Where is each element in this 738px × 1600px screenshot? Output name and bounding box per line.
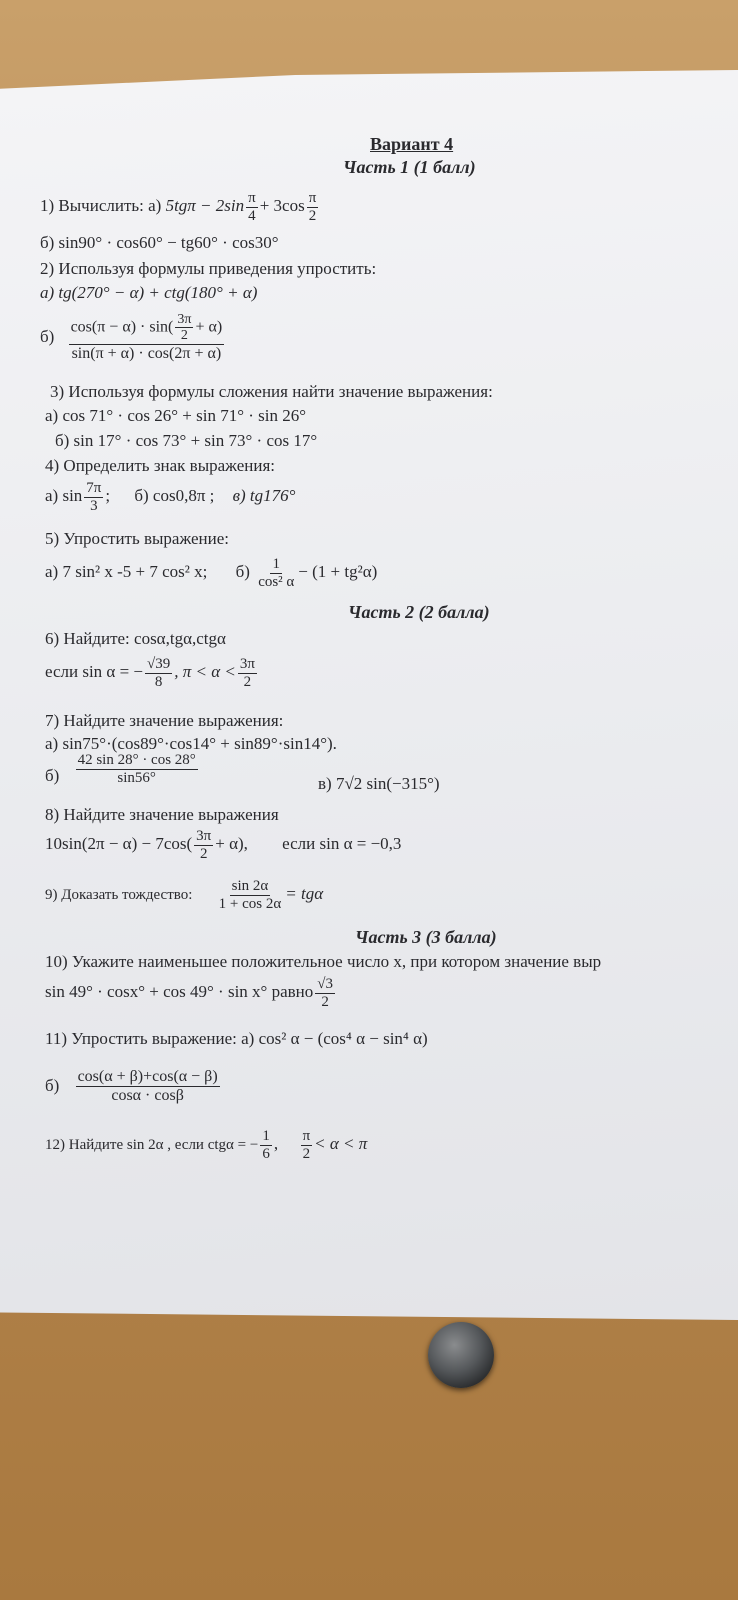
task-7a: а) sin75°·(cos89°·cos14° + sin89°·sin14°). <box>45 734 337 753</box>
task-10-expr: sin 49° · cosx° + cos 49° · sin x° равно $\frac{√3}{2}$ <box>45 976 334 1010</box>
task-2a: а) tg(270° − α) + ctg(180° + α) <box>40 283 258 302</box>
task-6: 6) Найдите: cosα,tgα,ctgα <box>45 629 226 648</box>
part2-title: Часть 2 (2 балла) <box>348 602 490 622</box>
variant-title: Вариант 4 <box>370 134 454 154</box>
task-4abc: а) sin $\frac{7\pi}{3}$ ; б) cos0,8π ; в) tg176° <box>45 480 296 514</box>
task-4: 4) Определить знак выражения: <box>45 456 275 475</box>
task-11: 11) Упростить выражение: а) cos² α − (cos⁴ α − sin⁴ α) <box>45 1029 428 1048</box>
task-5: 5) Упростить выражение: <box>45 529 230 548</box>
task-3a: а) cos 71° · cos 26° + sin 71° · sin 26° <box>45 406 307 425</box>
task-7c: в) 7√2 sin(−315°) <box>318 774 440 793</box>
task-2: 2) Используя формулы приведения упростить: <box>40 259 377 278</box>
task-3: 3) Используя формулы сложения найти значение выражения: <box>50 382 493 401</box>
task-5ab: а) 7 sin² x -5 + 7 cos² x; б) $\frac{1}{\text{cos² α}}$ − (1 + tg²α) <box>45 556 378 590</box>
task-8: 8) Найдите значение выражения <box>45 805 279 824</box>
task-6-condition: если sin α = − $\frac{√39}{8}$ , π < α < $\frac{3\pi}{2}$ <box>45 656 255 690</box>
task-8-expr: 10sin(2π − α) − 7cos( $\frac{3\pi}{2}$ + α), если sin α = −0,3 <box>45 828 402 862</box>
part3-title: Часть 3 (3 балла) <box>355 927 497 947</box>
task-1a: 1) Вычислить: а) 5tgπ − 2sin $\frac{\pi}{4}$ + 3cos $\frac{\pi}{2}$ <box>40 190 317 224</box>
task-11b: б) $\frac{\cos(\alpha + \beta)+\cos(\alpha - \beta)}{\cos\alpha \cdot \cos\beta}$ <box>45 1068 218 1104</box>
task-10: 10) Укажите наименьшее положительное число x, при котором значение выр <box>45 952 602 971</box>
pushpin-icon <box>428 1322 494 1388</box>
task-12: 12) Найдите sin 2α , если ctgα = − $\frac{1}{6}$ , $\frac{\pi}{2}$ < α < π <box>45 1128 368 1162</box>
task-7: 7) Найдите значение выражения: <box>45 711 284 730</box>
task-1b: б) sin90° · cos60° − tg60° · cos30° <box>40 233 279 252</box>
part1-title: Часть 1 (1 балл) <box>343 157 476 177</box>
task-7b: б) $\frac{42 \sin 28^\circ \cdot \cos 28^\circ}{\sin 56^\circ}$ <box>45 752 196 786</box>
task-3b: б) sin 17° · cos 73° + sin 73° · cos 17° <box>55 431 318 450</box>
task-9: 9) Доказать тождество: $\frac{\sin 2\alpha}{1 + \cos 2\alpha}$ = tgα <box>45 878 324 912</box>
task-2b: б) cos(π − α) · sin( $\frac{3\pi}{2}$ + α) sin(π + α) · cos(2π + α) <box>40 312 223 362</box>
